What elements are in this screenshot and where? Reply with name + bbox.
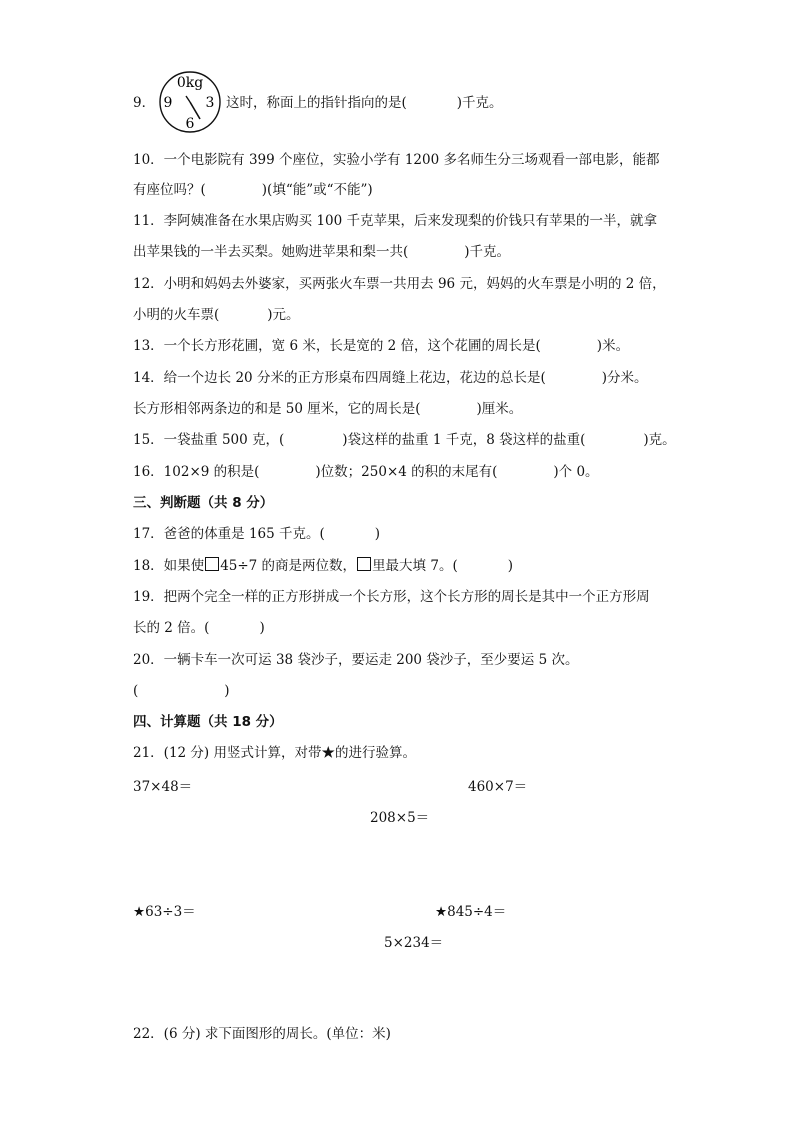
q10-line2: 有座位吗？( )(填“能”或“不能”): [133, 182, 373, 198]
q21-expr-6: 5×234＝: [384, 935, 444, 951]
q14-line2: 长方形相邻两条边的和是 50 厘米，它的周长是( )厘米。: [133, 401, 523, 417]
question-16: 16．102×9 的积是( )位数；250×4 的积的末尾有( )个 0。: [133, 464, 599, 480]
q10-line1: 10．一个电影院有 399 个座位，实验小学有 1200 多名师生分三场观看一部电影，能都: [133, 152, 660, 168]
q9-text: 这时，称面上的指针指向的是( )千克。: [226, 95, 503, 111]
q21-expr-4: ★63÷3＝: [133, 904, 196, 920]
q21-title: 21．(12 分) 用竖式计算，对带★的进行验算。: [133, 745, 416, 761]
q9-number: 9．: [133, 95, 156, 111]
q12-line1: 12．小明和妈妈去外婆家，买两张火车票一共用去 96 元，妈妈的火车票是小明的 2 倍，: [133, 276, 666, 292]
question-17: 17．爸爸的体重是 165 千克。( ): [133, 526, 381, 542]
q19-line1: 19．把两个完全一样的正方形拼成一个长方形，这个长方形的周长是其中一个正方形周: [133, 589, 650, 605]
q20-line2: ( ): [133, 683, 230, 699]
scale-label-left: 9: [163, 95, 173, 111]
q11-line1: 11．李阿姨准备在水果店购买 100 千克苹果，后来发现梨的价钱只有苹果的一半，就拿: [133, 213, 658, 229]
scale-dial-icon: [155, 71, 225, 133]
question-18: 18．如果使 45÷7 的商是两位数， 里最大填 7。( ): [133, 558, 513, 574]
q22-title: 22．(6 分) 求下面图形的周长。(单位：米): [133, 1026, 391, 1042]
section-4-heading: 四、计算题（共 18 分）: [133, 714, 283, 730]
scale-label-right: 3: [205, 95, 215, 111]
scale-label-top: 0kg: [176, 75, 204, 91]
q20-line1: 20．一辆卡车一次可运 38 袋沙子，要运走 200 袋沙子，至少要运 5 次。: [133, 652, 579, 668]
q21-expr-5: ★845÷4＝: [435, 904, 507, 920]
q14-line1: 14．给一个边长 20 分米的正方形桌布四周缝上花边，花边的总长是( )分米。: [133, 370, 648, 386]
question-9: [133, 94, 155, 112]
q21-expr-1: 37×48＝: [133, 779, 193, 795]
q18-box-1: [205, 557, 219, 571]
question-13: 13．一个长方形花圃，宽 6 米，长是宽的 2 倍，这个花圃的周长是( )米。: [133, 338, 630, 354]
q11-line2: 出苹果钱的一半去买梨。她购进苹果和梨一共( )千克。: [133, 244, 511, 260]
q19-line2: 长的 2 倍。( ): [133, 620, 265, 636]
question-15: 15．一袋盐重 500 克，( )袋这样的盐重 1 千克，8 袋这样的盐重( )克。: [133, 432, 676, 448]
scale-label-bottom: 6: [185, 116, 195, 132]
q12-line2: 小明的火车票( )元。: [133, 307, 300, 323]
q18-box-2: [357, 557, 371, 571]
q21-expr-3: 208×5＝: [370, 810, 430, 826]
q21-expr-2: 460×7＝: [468, 779, 528, 795]
section-3-heading: 三、判断题（共 8 分）: [133, 495, 274, 511]
